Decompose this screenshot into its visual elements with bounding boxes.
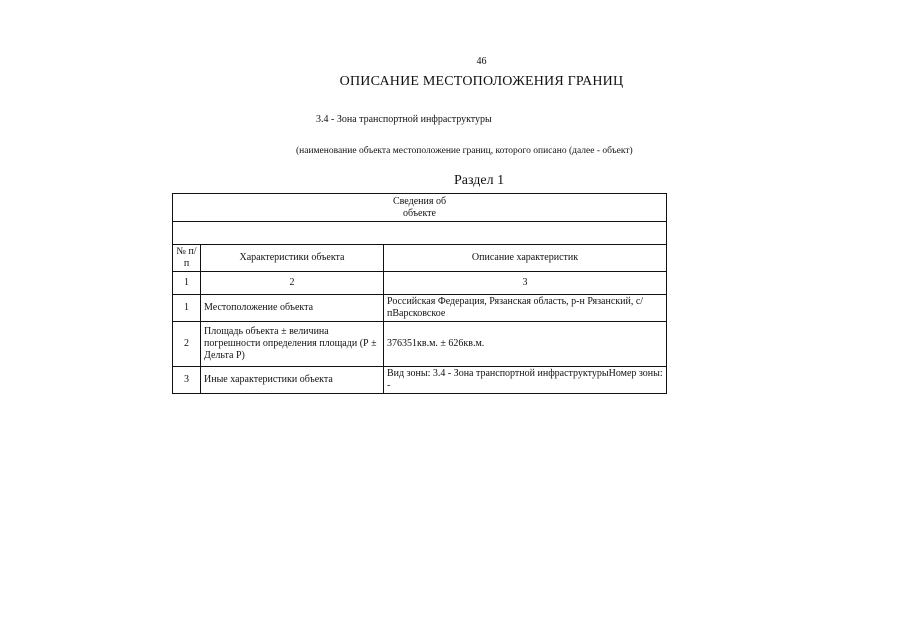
zone-caption: (наименование объекта местоположение границ, которого описано (далее - объект) (296, 146, 633, 156)
table-row (173, 295, 667, 322)
column-index-row (173, 272, 667, 295)
row-characteristic: Иные характеристики объекта (201, 367, 384, 394)
column-header-description: Описание характеристик (384, 245, 667, 272)
column-header-row (173, 245, 667, 272)
column-header-num: № п/п (173, 245, 201, 272)
column-index-3: 3 (384, 272, 667, 295)
column-header-characteristic: Характеристики объекта (201, 245, 384, 272)
page-number: 46 (476, 56, 487, 67)
row-characteristic: Площадь объекта ± величина погрешности определения площади (Р ± Дельта Р) (201, 322, 384, 367)
zone-name: 3.4 - Зона транспортной инфраструктуры (316, 114, 492, 125)
table-empty-cell (173, 222, 667, 245)
table-empty-row (173, 222, 667, 245)
row-description: 376351кв.м. ± 626кв.м. (384, 322, 667, 367)
row-description: Вид зоны: 3.4 - Зона транспортной инфраструктурыНомер зоны: - (384, 367, 667, 394)
row-num: 1 (173, 295, 201, 322)
document-title: ОПИСАНИЕ МЕСТОПОЛОЖЕНИЯ ГРАНИЦ (339, 74, 624, 89)
column-index-2: 2 (201, 272, 384, 295)
table-row (173, 367, 667, 394)
table-header-row (173, 194, 667, 222)
table-header-cell (173, 194, 667, 222)
table-row (173, 322, 667, 367)
column-index-1: 1 (173, 272, 201, 295)
row-description: Российская Федерация, Рязанская область, р-н Рязанский, с/пВарсковское (384, 295, 667, 322)
row-num: 3 (173, 367, 201, 394)
row-num: 2 (173, 322, 201, 367)
table-header-line1: Сведения об (392, 195, 447, 207)
table-header-line2: объекте (403, 207, 436, 219)
section-title: Раздел 1 (454, 173, 505, 188)
row-characteristic: Местоположение объекта (201, 295, 384, 322)
object-info-table (172, 193, 667, 394)
